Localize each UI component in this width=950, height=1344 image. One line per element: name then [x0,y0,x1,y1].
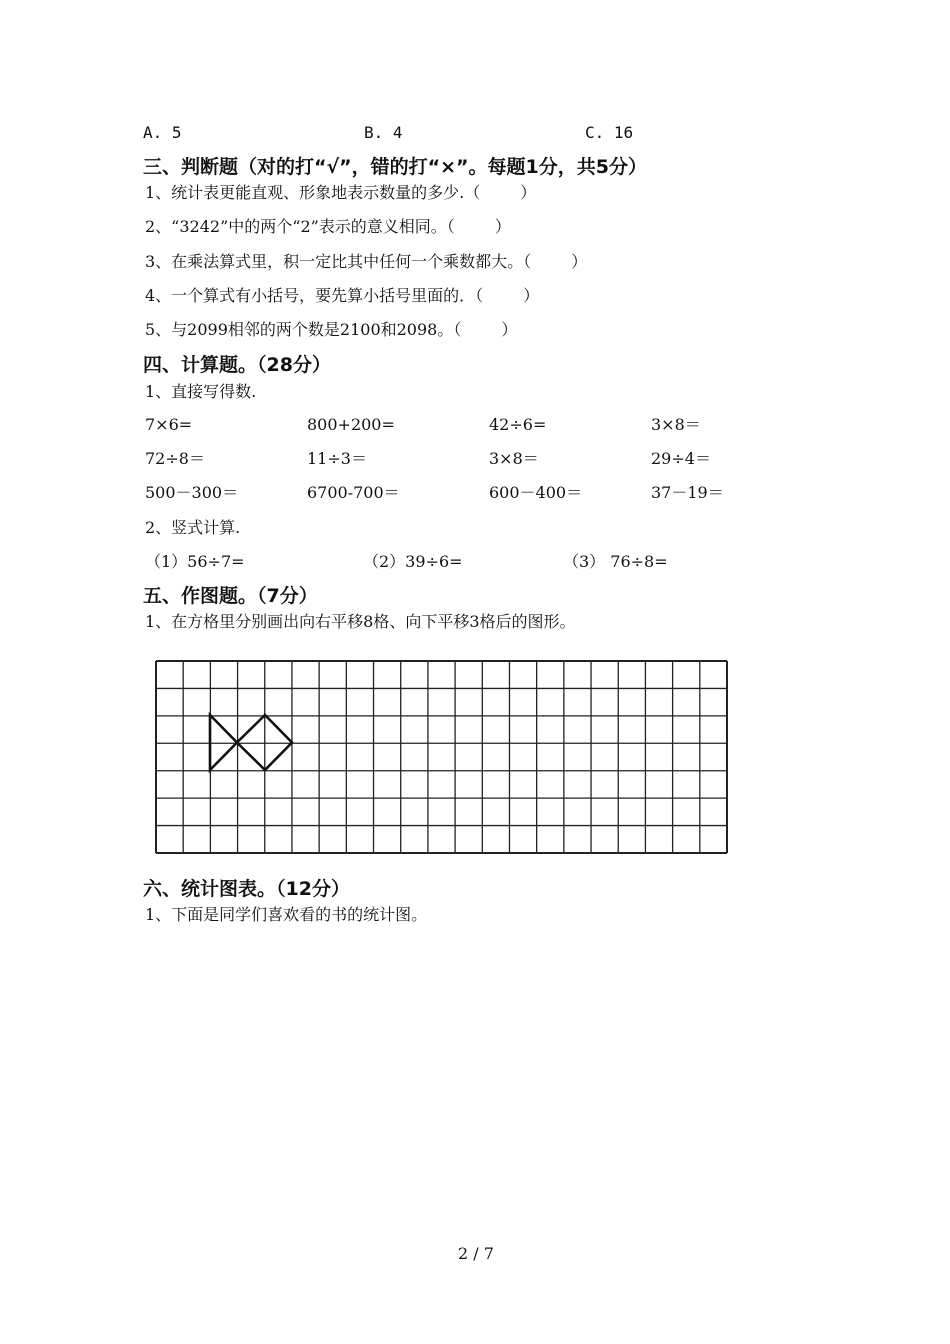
calc-cell: 72÷8＝ [145,449,205,468]
calc-cell: 42÷6= [489,415,547,434]
section4-title: 四、计算题。（28分） [143,354,331,376]
grid-svg [155,660,730,857]
judge-item-text: 3、在乘法算式里，积一定比其中任何一个乘数都大。（ [145,252,532,271]
judge-item-5 [145,320,517,340]
answer-paren-close[interactable]: ） [523,286,540,305]
triangle-shape [210,715,237,770]
calc-cell: 800+200= [307,415,395,434]
judge-item-text: 5、与2099相邻的两个数是2100和2098。（ [145,320,462,339]
option-c: C. 16 [585,123,634,142]
vertical-calc-2: （2）39÷6= [363,552,463,571]
judge-item-text: 2、“3242”中的两个“2”表示的意义相同。（ [145,217,455,236]
judge-item-4 [145,286,539,306]
calc-cell: 6700-700＝ [307,483,400,502]
page-number: 2 / 7 [458,1244,494,1263]
judge-item-text: 4、一个算式有小括号，要先算小括号里面的．（ [145,286,484,305]
judge-item-text: 1、统计表更能直观、形象地表示数量的多少.（ [145,183,481,202]
answer-paren-close[interactable]: ） [494,217,511,236]
answer-paren-close[interactable]: ） [520,183,537,202]
calc-cell: 7×6= [145,415,193,434]
calc-cell: 29÷4＝ [651,449,711,468]
calc-cell: 37－19＝ [651,483,724,502]
calc-q2-label: 2、竖式计算. [145,518,241,537]
vertical-calc-1: （1）56÷7= [145,552,245,571]
draw-q1-label: 1、在方格里分别画出向右平移8格、向下平移3格后的图形。 [145,612,576,631]
answer-paren-close[interactable]: ） [571,252,588,271]
option-a: A. 5 [143,123,182,142]
square-grid[interactable] [155,660,730,861]
answer-paren-close[interactable]: ） [501,320,518,339]
calc-cell: 3×8＝ [489,449,539,468]
calc-cell: 500－300＝ [145,483,239,502]
calc-q1-label: 1、直接写得数. [145,382,257,401]
judge-item-1 [145,183,536,203]
calc-cell: 11÷3＝ [307,449,367,468]
judge-item-2 [145,217,511,237]
chart-q1-label: 1、下面是同学们喜欢看的书的统计图。 [145,905,428,924]
judge-item-3 [145,252,587,272]
section3-title: 三、判断题（对的打“√”，错的打“×”。每题1分，共5分） [143,156,647,178]
option-b: B. 4 [364,123,403,142]
vertical-calc-3: （3） 76÷8= [563,552,668,571]
section5-title: 五、作图题。（7分） [143,585,318,607]
calc-cell: 3×8＝ [651,415,701,434]
section6-title: 六、统计图表。（12分） [143,878,350,900]
calc-cell: 600－400＝ [489,483,583,502]
